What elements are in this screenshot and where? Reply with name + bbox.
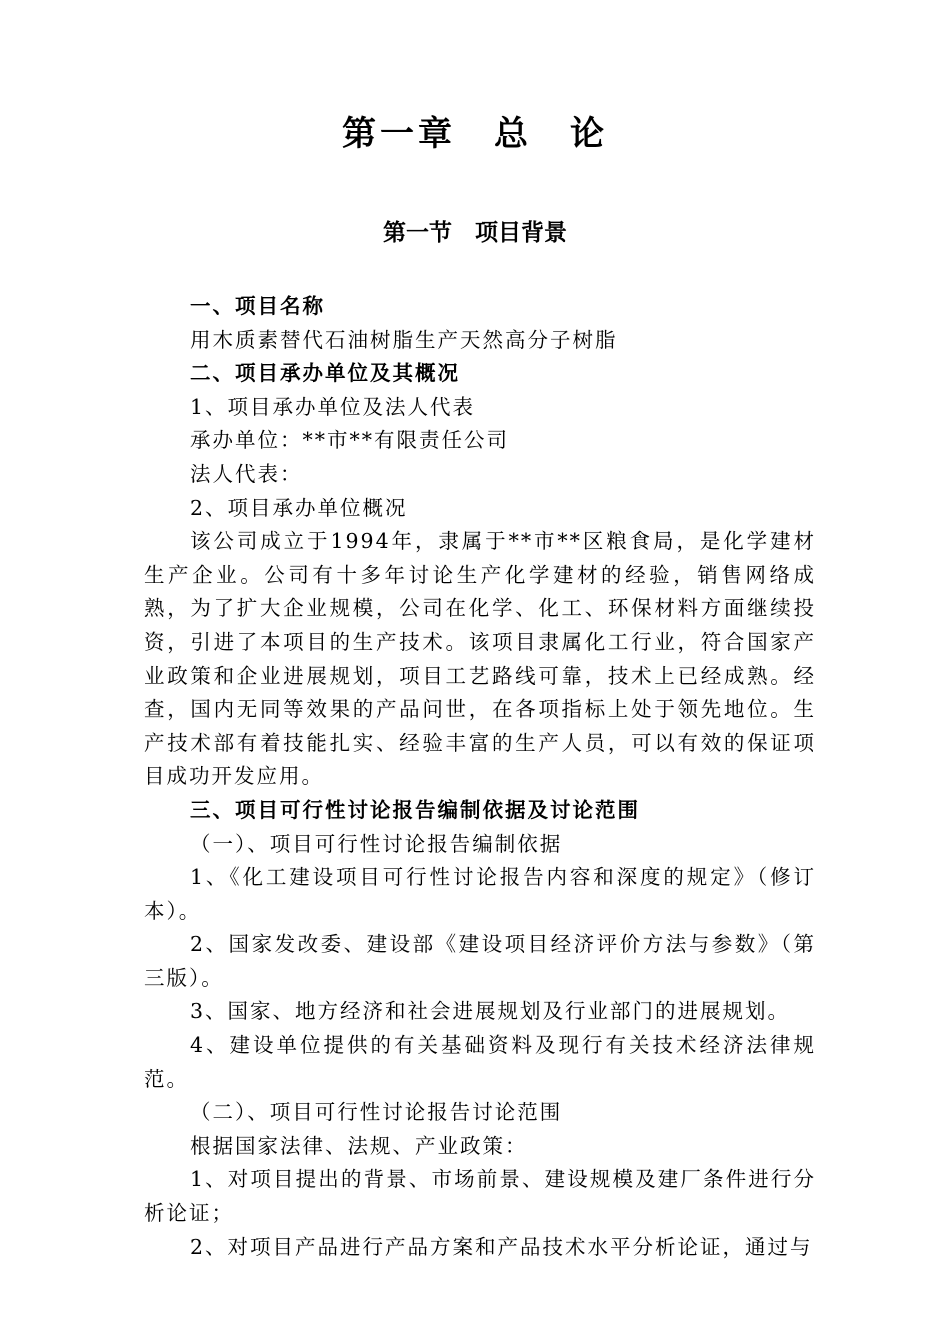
paragraph: （一）、项目可行性讨论报告编制依据 bbox=[190, 831, 563, 856]
paragraph: 承办单位：**市**有限责任公司 bbox=[190, 428, 509, 453]
document-body bbox=[144, 290, 816, 1264]
paragraph: 法人代表： bbox=[190, 461, 303, 486]
list-item: 1、《化工建设项目可行性讨论报告内容和深度的规定》（修订本）。 bbox=[144, 865, 816, 923]
list-item: 4、建设单位提供的有关基础资料及现行有关技术经济法律规范。 bbox=[144, 1033, 816, 1091]
section-title: 第一节 项目背景 bbox=[383, 219, 567, 246]
paragraph: 用木质素替代石油树脂生产天然高分子树脂 bbox=[190, 327, 618, 352]
list-item: 2、国家发改委、建设部《建设项目经济评价方法与参数》（第三版）。 bbox=[144, 932, 816, 990]
list-item: 3、国家、地方经济和社会进展规划及行业部门的进展规划。 bbox=[190, 999, 791, 1024]
chapter-title: 第一章 总 论 bbox=[342, 114, 608, 154]
list-item: 2、对项目产品进行产品方案和产品技术水平分析论证，通过与 bbox=[190, 1234, 813, 1259]
paragraph: （二）、项目可行性讨论报告讨论范围 bbox=[190, 1100, 563, 1125]
heading-project-name: 一、项目名称 bbox=[190, 294, 325, 318]
paragraph: 2、项目承办单位概况 bbox=[190, 495, 408, 520]
paragraph: 1、项目承办单位及法人代表 bbox=[190, 394, 476, 419]
heading-organizer: 二、项目承办单位及其概况 bbox=[190, 361, 460, 386]
paragraph: 根据国家法律、法规、产业政策： bbox=[190, 1133, 528, 1158]
list-item: 1、对项目提出的背景、市场前景、建设规模及建厂条件进行分析论证； bbox=[144, 1167, 816, 1226]
heading-basis-scope: 三、项目可行性讨论报告编制依据及讨论范围 bbox=[190, 797, 640, 822]
paragraph-company-overview: 该公司成立于1994年，隶属于**市**区粮食局，是化学建材生产企业。公司有十多年讨论生产化学建材的经验，销售网络成熟，为了扩大企业规模，公司在化学、化工、环保材料方面继续投资，引进了本项目的生产技术。该项目隶属化工行业，符合国家产业政策和企业进展规划，项目工艺路线可靠，技术上已经成熟。经查，国内无同等效果的产品问世，在各项指标上处于领先地位。生产技术部有着技能扎实、经验丰富的生产人员，可以有效的保证项目成功开发应用。 bbox=[144, 529, 816, 789]
